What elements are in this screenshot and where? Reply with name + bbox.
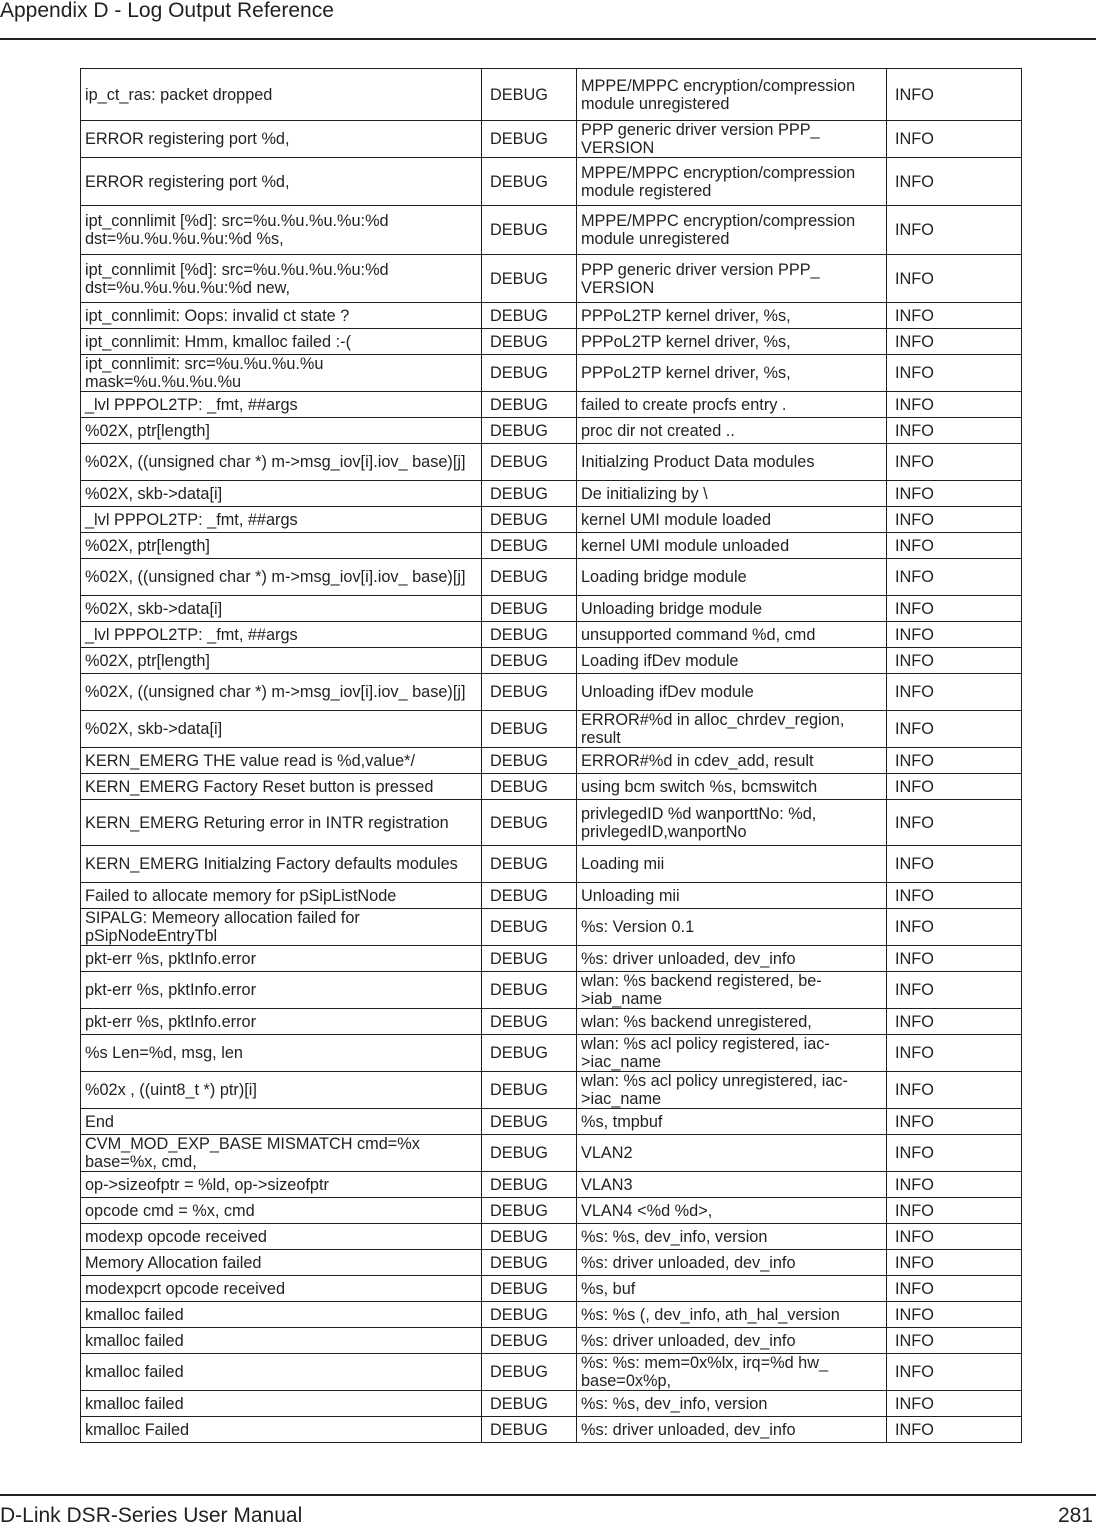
event-severity-cell: INFO (887, 303, 1022, 329)
event-severity-cell: INFO (887, 392, 1022, 418)
event-severity-cell: INFO (887, 846, 1022, 883)
table-row (81, 774, 1022, 800)
table-row (81, 69, 1022, 121)
event-message-cell: MPPE/MPPC encryption/compression module unregistered (577, 206, 887, 255)
event-message-cell: Unloading ifDev module (577, 674, 887, 711)
event-severity-cell: INFO (887, 255, 1022, 303)
table-row (81, 1328, 1022, 1354)
table-row (81, 255, 1022, 303)
event-severity-cell: INFO (887, 444, 1022, 481)
table-row (81, 1391, 1022, 1417)
event-severity-cell: INFO (887, 1172, 1022, 1198)
event-severity-cell: DEBUG (482, 1009, 577, 1035)
event-message-cell: MPPE/MPPC encryption/compression module unregistered (577, 69, 887, 121)
table-row (81, 206, 1022, 255)
table-row (81, 533, 1022, 559)
event-severity-cell: INFO (887, 158, 1022, 206)
table-row (81, 883, 1022, 909)
event-severity-cell: DEBUG (482, 444, 577, 481)
event-message-cell: %02X, skb->data[i] (81, 481, 482, 507)
event-message-cell: _lvl PPPOL2TP: _fmt, ##args (81, 507, 482, 533)
event-message-cell: PPPoL2TP kernel driver, %s, (577, 355, 887, 392)
event-message-cell: pkt-err %s, pktInfo.error (81, 972, 482, 1009)
event-severity-cell: DEBUG (482, 1172, 577, 1198)
event-message-cell: wlan: %s acl policy unregistered, iac->iac_name (577, 1072, 887, 1109)
event-message-cell: pkt-err %s, pktInfo.error (81, 1009, 482, 1035)
event-message-cell: ipt_connlimit: Hmm, kmalloc failed :-( (81, 329, 482, 355)
log-table-body (81, 69, 1022, 1443)
event-message-cell: ERROR#%d in cdev_add, result (577, 748, 887, 774)
event-message-cell: op->sizeofptr = %ld, op->sizeofptr (81, 1172, 482, 1198)
event-severity-cell: INFO (887, 507, 1022, 533)
table-row (81, 1009, 1022, 1035)
footer-divider (0, 1494, 1096, 1496)
table-row (81, 711, 1022, 748)
event-message-cell: KERN_EMERG THE value read is %d,value*/ (81, 748, 482, 774)
table-row (81, 303, 1022, 329)
table-row (81, 1035, 1022, 1072)
event-message-cell: KERN_EMERG Returing error in INTR registration (81, 800, 482, 846)
event-severity-cell: INFO (887, 533, 1022, 559)
event-message-cell: %s: %s, dev_info, version (577, 1224, 887, 1250)
page-header-title: Appendix D - Log Output Reference (0, 0, 334, 22)
event-severity-cell: INFO (887, 1354, 1022, 1391)
event-severity-cell: INFO (887, 121, 1022, 158)
table-row (81, 1072, 1022, 1109)
event-message-cell: %s: driver unloaded, dev_info (577, 1328, 887, 1354)
event-severity-cell: DEBUG (482, 158, 577, 206)
event-severity-cell: INFO (887, 909, 1022, 946)
event-message-cell: %02X, ((unsigned char *) m->msg_iov[i].iov_ base)[j] (81, 674, 482, 711)
event-severity-cell: DEBUG (482, 507, 577, 533)
event-severity-cell: INFO (887, 648, 1022, 674)
event-severity-cell: INFO (887, 1135, 1022, 1172)
event-severity-cell: DEBUG (482, 1035, 577, 1072)
event-severity-cell: INFO (887, 1250, 1022, 1276)
event-message-cell: %s: driver unloaded, dev_info (577, 946, 887, 972)
event-severity-cell: DEBUG (482, 748, 577, 774)
event-message-cell: kernel UMI module loaded (577, 507, 887, 533)
table-row (81, 972, 1022, 1009)
header-divider (0, 38, 1096, 40)
event-message-cell: End (81, 1109, 482, 1135)
event-severity-cell: INFO (887, 748, 1022, 774)
event-severity-cell: INFO (887, 1072, 1022, 1109)
event-message-cell: %s: %s: mem=0x%lx, irq=%d hw_ base=0x%p, (577, 1354, 887, 1391)
event-message-cell: kernel UMI module unloaded (577, 533, 887, 559)
table-row (81, 329, 1022, 355)
event-severity-cell: INFO (887, 69, 1022, 121)
event-message-cell: opcode cmd = %x, cmd (81, 1198, 482, 1224)
event-message-cell: VLAN4 <%d %d>, (577, 1198, 887, 1224)
event-severity-cell: DEBUG (482, 392, 577, 418)
event-message-cell: kmalloc failed (81, 1302, 482, 1328)
event-message-cell: wlan: %s acl policy registered, iac->iac_name (577, 1035, 887, 1072)
event-message-cell: ipt_connlimit [%d]: src=%u.%u.%u.%u:%d dst=%u.%u.%u.%u:%d new, (81, 255, 482, 303)
table-row (81, 1135, 1022, 1172)
event-message-cell: ERROR registering port %d, (81, 121, 482, 158)
event-severity-cell: DEBUG (482, 674, 577, 711)
table-row (81, 1276, 1022, 1302)
table-row (81, 444, 1022, 481)
event-severity-cell: INFO (887, 1417, 1022, 1443)
event-message-cell: De initializing by \ (577, 481, 887, 507)
table-row (81, 622, 1022, 648)
event-severity-cell: INFO (887, 1035, 1022, 1072)
event-severity-cell: INFO (887, 1302, 1022, 1328)
table-row (81, 1302, 1022, 1328)
event-severity-cell: DEBUG (482, 1391, 577, 1417)
event-message-cell: PPPoL2TP kernel driver, %s, (577, 303, 887, 329)
event-message-cell: proc dir not created .. (577, 418, 887, 444)
event-severity-cell: INFO (887, 418, 1022, 444)
page-number: 281 (1057, 1504, 1093, 1527)
table-row (81, 909, 1022, 946)
event-message-cell: KERN_EMERG Factory Reset button is pressed (81, 774, 482, 800)
table-row (81, 846, 1022, 883)
event-severity-cell: INFO (887, 481, 1022, 507)
event-severity-cell: DEBUG (482, 1328, 577, 1354)
event-message-cell: Loading bridge module (577, 559, 887, 596)
event-severity-cell: INFO (887, 1224, 1022, 1250)
table-row (81, 1172, 1022, 1198)
event-message-cell: kmalloc failed (81, 1354, 482, 1391)
table-row (81, 1109, 1022, 1135)
table-row (81, 748, 1022, 774)
event-severity-cell: DEBUG (482, 329, 577, 355)
event-message-cell: Loading mii (577, 846, 887, 883)
event-message-cell: pkt-err %s, pktInfo.error (81, 946, 482, 972)
event-message-cell: ERROR#%d in alloc_chrdev_region, result (577, 711, 887, 748)
event-severity-cell: INFO (887, 1276, 1022, 1302)
event-message-cell: _lvl PPPOL2TP: _fmt, ##args (81, 622, 482, 648)
event-severity-cell: DEBUG (482, 559, 577, 596)
event-message-cell: ipt_connlimit: Oops: invalid ct state ? (81, 303, 482, 329)
event-severity-cell: INFO (887, 800, 1022, 846)
event-message-cell: Loading ifDev module (577, 648, 887, 674)
event-message-cell: Unloading bridge module (577, 596, 887, 622)
event-message-cell: PPP generic driver version PPP_ VERSION (577, 121, 887, 158)
event-message-cell: %02X, ((unsigned char *) m->msg_iov[i].iov_ base)[j] (81, 559, 482, 596)
event-severity-cell: INFO (887, 329, 1022, 355)
event-message-cell: ipt_connlimit: src=%u.%u.%u.%u mask=%u.%u.%u.%u (81, 355, 482, 392)
event-message-cell: CVM_MOD_EXP_BASE MISMATCH cmd=%x base=%x, cmd, (81, 1135, 482, 1172)
event-severity-cell: INFO (887, 596, 1022, 622)
table-row (81, 355, 1022, 392)
event-severity-cell: INFO (887, 711, 1022, 748)
event-severity-cell: INFO (887, 206, 1022, 255)
event-severity-cell: INFO (887, 972, 1022, 1009)
event-severity-cell: DEBUG (482, 1135, 577, 1172)
event-message-cell: %s, buf (577, 1276, 887, 1302)
table-row (81, 674, 1022, 711)
event-message-cell: %02X, skb->data[i] (81, 711, 482, 748)
event-severity-cell: DEBUG (482, 800, 577, 846)
event-message-cell: _lvl PPPOL2TP: _fmt, ##args (81, 392, 482, 418)
table-row (81, 1417, 1022, 1443)
table-row (81, 392, 1022, 418)
event-severity-cell: DEBUG (482, 206, 577, 255)
event-message-cell: modexp opcode received (81, 1224, 482, 1250)
event-severity-cell: DEBUG (482, 846, 577, 883)
table-row (81, 121, 1022, 158)
event-message-cell: VLAN3 (577, 1172, 887, 1198)
event-message-cell: %02X, ((unsigned char *) m->msg_iov[i].iov_ base)[j] (81, 444, 482, 481)
table-row (81, 1224, 1022, 1250)
event-message-cell: MPPE/MPPC encryption/compression module registered (577, 158, 887, 206)
event-message-cell: wlan: %s backend registered, be->iab_name (577, 972, 887, 1009)
event-severity-cell: DEBUG (482, 355, 577, 392)
event-message-cell: ipt_connlimit [%d]: src=%u.%u.%u.%u:%d dst=%u.%u.%u.%u:%d %s, (81, 206, 482, 255)
event-message-cell: ERROR registering port %d, (81, 158, 482, 206)
event-message-cell: using bcm switch %s, bcmswitch (577, 774, 887, 800)
event-message-cell: %s: driver unloaded, dev_info (577, 1417, 887, 1443)
event-message-cell: %s Len=%d, msg, len (81, 1035, 482, 1072)
event-severity-cell: INFO (887, 1198, 1022, 1224)
event-message-cell: wlan: %s backend unregistered, (577, 1009, 887, 1035)
event-message-cell: %02x , ((uint8_t *) ptr)[i] (81, 1072, 482, 1109)
table-row (81, 559, 1022, 596)
table-row (81, 481, 1022, 507)
event-message-cell: %02X, skb->data[i] (81, 596, 482, 622)
event-severity-cell: INFO (887, 355, 1022, 392)
event-message-cell: unsupported command %d, cmd (577, 622, 887, 648)
event-message-cell: %s: driver unloaded, dev_info (577, 1250, 887, 1276)
event-message-cell: ip_ct_ras: packet dropped (81, 69, 482, 121)
table-row (81, 158, 1022, 206)
event-severity-cell: DEBUG (482, 1276, 577, 1302)
event-message-cell: %s: Version 0.1 (577, 909, 887, 946)
event-severity-cell: INFO (887, 774, 1022, 800)
event-message-cell: %02X, ptr[length] (81, 648, 482, 674)
event-message-cell: failed to create procfs entry . (577, 392, 887, 418)
event-severity-cell: DEBUG (482, 596, 577, 622)
event-message-cell: kmalloc Failed (81, 1417, 482, 1443)
event-severity-cell: DEBUG (482, 946, 577, 972)
event-severity-cell: INFO (887, 674, 1022, 711)
event-message-cell: Failed to allocate memory for pSipListNode (81, 883, 482, 909)
event-severity-cell: DEBUG (482, 774, 577, 800)
event-message-cell: privlegedID %d wanporttNo: %d, privlegedID,wanportNo (577, 800, 887, 846)
event-severity-cell: INFO (887, 1109, 1022, 1135)
event-severity-cell: INFO (887, 1009, 1022, 1035)
event-severity-cell: DEBUG (482, 1250, 577, 1276)
event-severity-cell: DEBUG (482, 972, 577, 1009)
event-message-cell: KERN_EMERG Initialzing Factory defaults modules (81, 846, 482, 883)
log-output-table (80, 68, 1022, 1443)
table-row (81, 596, 1022, 622)
event-severity-cell: DEBUG (482, 883, 577, 909)
event-severity-cell: DEBUG (482, 481, 577, 507)
event-message-cell: modexpcrt opcode received (81, 1276, 482, 1302)
event-severity-cell: DEBUG (482, 1198, 577, 1224)
table-row (81, 648, 1022, 674)
table-row (81, 418, 1022, 444)
event-message-cell: VLAN2 (577, 1135, 887, 1172)
event-severity-cell: DEBUG (482, 303, 577, 329)
event-severity-cell: DEBUG (482, 1109, 577, 1135)
table-row (81, 1198, 1022, 1224)
event-severity-cell: INFO (887, 883, 1022, 909)
event-message-cell: PPPoL2TP kernel driver, %s, (577, 329, 887, 355)
event-severity-cell: INFO (887, 1328, 1022, 1354)
footer-manual-title: D-Link DSR-Series User Manual (0, 1504, 303, 1527)
event-severity-cell: DEBUG (482, 622, 577, 648)
table-row (81, 800, 1022, 846)
event-severity-cell: DEBUG (482, 1072, 577, 1109)
event-message-cell: %02X, ptr[length] (81, 418, 482, 444)
event-severity-cell: DEBUG (482, 711, 577, 748)
event-severity-cell: DEBUG (482, 1302, 577, 1328)
event-message-cell: kmalloc failed (81, 1391, 482, 1417)
event-message-cell: kmalloc failed (81, 1328, 482, 1354)
event-severity-cell: INFO (887, 559, 1022, 596)
event-message-cell: %02X, ptr[length] (81, 533, 482, 559)
event-severity-cell: DEBUG (482, 1224, 577, 1250)
event-severity-cell: DEBUG (482, 909, 577, 946)
event-message-cell: Initialzing Product Data modules (577, 444, 887, 481)
event-severity-cell: INFO (887, 946, 1022, 972)
event-severity-cell: DEBUG (482, 121, 577, 158)
event-severity-cell: DEBUG (482, 255, 577, 303)
table-row (81, 1354, 1022, 1391)
table-row (81, 507, 1022, 533)
event-severity-cell: INFO (887, 1391, 1022, 1417)
event-message-cell: %s: %s (, dev_info, ath_hal_version (577, 1302, 887, 1328)
event-severity-cell: DEBUG (482, 533, 577, 559)
event-severity-cell: DEBUG (482, 1417, 577, 1443)
event-message-cell: %s: %s, dev_info, version (577, 1391, 887, 1417)
table-row (81, 1250, 1022, 1276)
event-message-cell: Unloading mii (577, 883, 887, 909)
event-message-cell: SIPALG: Memeory allocation failed for pSipNodeEntryTbl (81, 909, 482, 946)
event-severity-cell: DEBUG (482, 69, 577, 121)
event-message-cell: Memory Allocation failed (81, 1250, 482, 1276)
event-severity-cell: INFO (887, 622, 1022, 648)
event-message-cell: PPP generic driver version PPP_ VERSION (577, 255, 887, 303)
table-row (81, 946, 1022, 972)
event-message-cell: %s, tmpbuf (577, 1109, 887, 1135)
event-severity-cell: DEBUG (482, 648, 577, 674)
event-severity-cell: DEBUG (482, 1354, 577, 1391)
event-severity-cell: DEBUG (482, 418, 577, 444)
